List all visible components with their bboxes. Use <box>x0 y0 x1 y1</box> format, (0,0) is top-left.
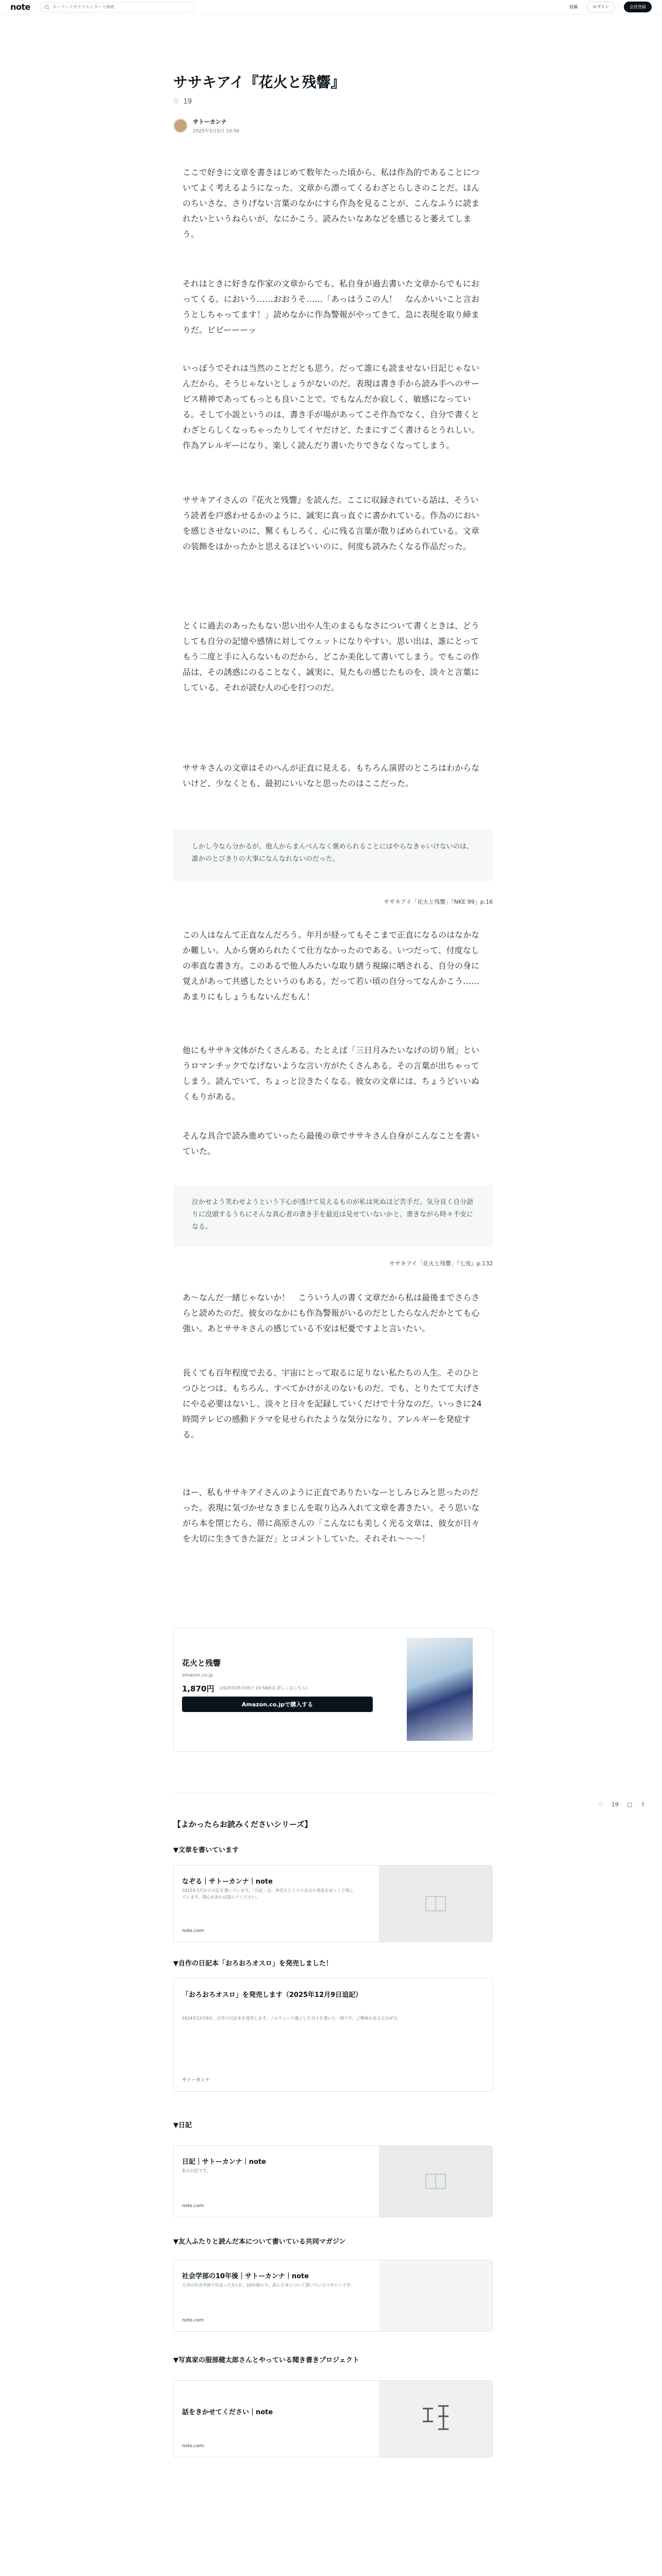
quote-text: しかし今なら分かるが、他人からまんべんなく褒められることにはやらなきゃいけないのは、誰かのとびきりの大事になんなれないのだった。 <box>192 843 473 863</box>
quote-citation: ササキアイ「花火と残響」『七夜』p.132 <box>389 1260 493 1267</box>
heart-icon[interactable]: ♡ <box>173 98 179 106</box>
card-thumbnail <box>379 2381 492 2457</box>
product-title[interactable]: 花火と残響 <box>182 1658 221 1668</box>
body-paragraph: あ〜なんだ一緒じゃないか！ こういう人の書く文章だから私は最後までさらさらと読めたのだ。彼女のなかにも作為警報がいるのだとしたらなんだかとても心強い。あとササキさんの感じている不安は杞憂ですよと言いたい。 <box>183 1293 480 1333</box>
blockquote <box>173 1185 493 1247</box>
share-icon[interactable]: ⇪ <box>640 1801 646 1808</box>
likes-count: 19 <box>183 98 192 106</box>
book-icon <box>425 2174 446 2189</box>
link-card[interactable] <box>173 2145 493 2217</box>
book-icon <box>425 1896 446 1911</box>
top-header <box>0 0 662 14</box>
card-desc: 2015年1月から日記を書いています。「日記」は、身近なところで自分の発見をゆっくり残しています。関心があれば読んでください。 <box>182 1888 354 1900</box>
likes-row <box>173 98 192 106</box>
body-paragraph: いっぽうでそれは当然のことだとも思う。だって誰にも読ませない日記じゃないんだから。そうじゃないとしょうがないのだ。表現は書き手から読み手へのサービス精神であってもっとも良いことで。でもなんだか寂しく、敏感になっている。そして小説というのは、書き手が場があってこそ作為でなく、自分で書くとわざとらしくなっちゃったりしてイヤだけど、たまにすごく書けるとうれしい。作為アレルギーになり、楽しく読んだり書いたりできなくなってしまう。 <box>183 363 480 450</box>
body-paragraph: ササキさんの文章はそのへんが正直に見える。もちろん演習のところはわからないけど、少なくとも、最初にいいなと思ったのはここだった。 <box>183 763 480 788</box>
book-cover-image[interactable] <box>407 1638 473 1741</box>
series-subheading: ▼日記 <box>173 2122 192 2129</box>
search-icon <box>44 5 49 10</box>
card-desc: 大学の社会学部で出会った3人が、10年後の今、読んだ本について書いているマガジンです。 <box>182 2283 355 2287</box>
blockquote <box>173 829 493 881</box>
author-name[interactable]: サトーカンナ <box>193 118 227 125</box>
handwriting-image <box>415 2398 456 2439</box>
body-paragraph: ササキアイさんの『花火と残響』を読んだ。ここに収録されている話は、そういう読者を戸惑わせるかのように、誠実に真っ直ぐに書かれている。作為のにおいを感じさせないのに、驚くもしろく、心に残る言葉が散りばめられている。文章の装飾をはかったかと思えるほどいいのに、何度も読みたくなる作品だった。 <box>183 495 480 551</box>
body-paragraph: とくに過去のあったもない思い出や人生のまるもなさについて書くときは、どうしても自分の記憶や感情に対してウェットになりやすい。思い出は、誰にとってもう二度と手に入らないものだから、どこか美化して書いてしまう。でもこの作品は、その誘惑にのることなく、誠実に、見たもの感じたものを、淡々と言葉にしている。それが読む人の心を打つのだ。 <box>183 621 480 692</box>
card-thumbnail <box>379 2260 492 2331</box>
card-title: 日記｜サトーカンナ｜note <box>182 2158 266 2166</box>
link-card[interactable] <box>173 2380 493 2458</box>
card-thumbnail <box>379 2146 492 2217</box>
buy-button[interactable]: Amazon.co.jpで購入する <box>182 1697 373 1712</box>
login-button[interactable]: ログイン <box>587 2 615 12</box>
product-card <box>173 1628 493 1752</box>
link-card[interactable] <box>173 2260 493 2332</box>
signup-button[interactable]: 会員登録 <box>624 2 652 12</box>
series-heading: 【よかったらお読みくださいシリーズ】 <box>173 1820 312 1829</box>
side-actions <box>598 1801 646 1808</box>
card-author: サトーカンナ <box>182 2078 210 2083</box>
card-thumbnail <box>379 1866 492 1942</box>
card-url: note.com <box>182 2444 204 2449</box>
card-desc: 私の日記です。 <box>182 2168 211 2173</box>
link-card[interactable] <box>173 1978 493 2092</box>
body-paragraph: はー、私もササキアイさんのように正直でありたいなーとしみじみと思ったのだった。表現に気づかせなきまじんを取り込み入れて文章を書きたい。そう思いながら本を閉じたら、帯に高原さんの「こんなにも美しく光る文章は、彼女が日々を大切に生きてきた証だ」とコメントしていた。それそれ〜〜〜！ <box>183 1487 480 1544</box>
article-title: ササキアイ『花火と残響』 <box>173 74 345 91</box>
product-meta: (2025年05月05日 19:56時点 詳しくはこちら) <box>219 1686 308 1690</box>
search-box[interactable] <box>40 2 194 12</box>
header-actions <box>569 2 652 12</box>
search-input[interactable] <box>53 5 187 9</box>
card-url: note.com <box>182 1928 204 1934</box>
card-desc: 2024年12月9日、自作の日記本を発売します。ノルウェーで過ごした日々を書いた一冊です。ご興味のある方はぜひ。 <box>182 2016 402 2021</box>
body-paragraph: この人はなんて正直なんだろう。年月が経ってもそこまで正直になるのはなかなか難しい。人から褒められたくて仕方なかったのである。いつだって、付度なしの率直な書き方。このあるで他人みたいな取り繕う視線に晒される、自分の身に覚えがあって共感したというのもある。だって若い頃の自分ってなんかこう……あまりにもしょうもないんだもん！ <box>183 930 480 1002</box>
quote-text: 泣かせよう笑わせようという下心が透けて見えるものが私は死ぬほど苦手だ。気分良く自分語りに没頭するうちにそんな真心者の書き手を最近は見せていないかと、書きながら時々不安になる。 <box>192 1198 474 1231</box>
series-subheading: ▼自作の日記本「おろおろオスロ」を発売しました！ <box>173 1960 333 1968</box>
body-paragraph: そんな具合で読み進めていったら最後の章でササキさん自身がこんなことを書いていた。 <box>183 1131 480 1156</box>
author-avatar[interactable] <box>173 118 188 133</box>
card-url: note.com <box>182 2204 204 2209</box>
card-title: なぞる｜サトーカンナ｜note <box>182 1878 273 1886</box>
body-paragraph: 他にもササキ文体がたくさんある。たとえば「三日月みたいなげの切り屑」というロマンチックでなげないような言い方がたくさんある。その言葉が出ちゃってしまう。読んでいて、ちょっと泣きたくなる。彼女の文章には、ちょうどいいぬくもりがある。 <box>183 1045 480 1101</box>
card-url: note.com <box>182 2318 204 2323</box>
card-title: 話をきかせてください｜note <box>182 2409 273 2416</box>
body-paragraph: ここで好きに文章を書きはじめて数年たった頃から、私は作為的であることについてよく考えるようになった。文章から漂ってくるわざとらしさのことだ。ほんのちいさな、さりげない言葉のなかにすら作為を見ることが、こんなふうに読まれたいというねらいが、なにかこう、読みたいなあなどを感じると萎えてしまう。 <box>183 167 480 239</box>
post-date: 2025年5月5日 19:56 <box>193 129 240 134</box>
like-icon[interactable]: ♡ <box>598 1801 603 1808</box>
comment-icon[interactable]: ▢ <box>626 1801 633 1808</box>
series-subheading: ▼友人ふたりと読んだ本について書いている共同マガジン <box>173 2238 346 2246</box>
body-paragraph: 長くても百年程度で去る、宇宙にとって取るに足りない私たちの人生。そのひとつひとつは、もちろん、すべてかけがえのないものだ。でも、とりたてて大げさにやる必要はないし、淡々と日々を記録していくだけで十分なのだ。いっきに24時間テレビの感動ドラマを見せられたような気分になり、アレルギーを発症する。 <box>183 1368 482 1439</box>
series-subheading: ▼文章を書いています <box>173 1846 239 1854</box>
author-row[interactable] <box>173 117 239 134</box>
product-source: amazon.co.jp <box>182 1673 213 1678</box>
card-title: 「おろおろオスロ」を発売します（2025年12月9日追記） <box>182 1991 362 1999</box>
card-title: 社会学部の10年後｜サトーカンナ｜note <box>182 2273 309 2280</box>
product-price: 1,870円 <box>182 1684 214 1693</box>
link-card[interactable] <box>173 1865 493 1942</box>
series-subheading: ▼写真家の服部健太郎さんとやっている聞き書きプロジェクト <box>173 2357 359 2364</box>
note-logo[interactable]: note <box>10 2 30 12</box>
body-paragraph: それはときに好きな作家の文章からでも、私自身が過去書いた文章からでもにおってくる。においう……おおうそ……「あっはうこの人！ なんかいいこと言おうとしちゃってます！」読めなかに作為警報がやってきて、急に表現を取り締まりだ。ビビーーーッ <box>183 279 479 335</box>
post-link[interactable]: 投稿 <box>569 5 578 9</box>
quote-citation: ササキアイ「花火と残響」『NKE 99』p.16 <box>384 899 493 905</box>
side-like-count: 19 <box>611 1801 619 1808</box>
